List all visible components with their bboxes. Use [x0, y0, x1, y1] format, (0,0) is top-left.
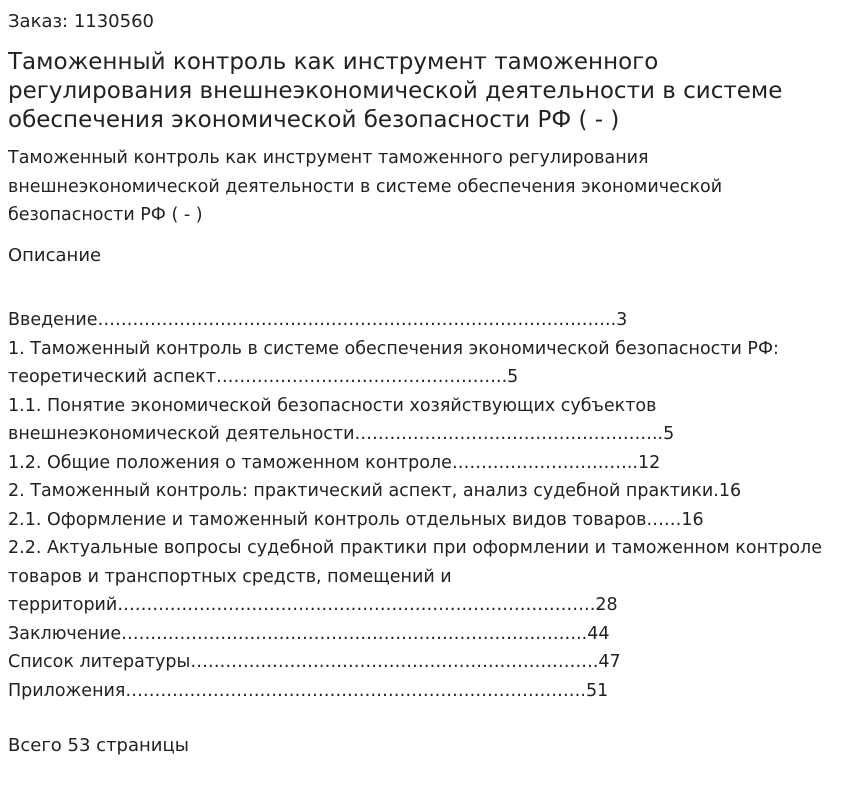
toc-item-chapter-2-2: 2.2. Актуальные вопросы судебной практики при оформлении и таможенном контроле товаров и транспортных средств, помещений и территорий……………………………………………………………………….28 [8, 538, 828, 615]
toc-item-chapter-1: 1. Таможенный контроль в системе обеспечения экономической безопасности РФ: теоретический аспект…………………………………………..5 [8, 338, 785, 387]
toc-item-appendices: Приложения…………………………………………………………………….51 [8, 680, 609, 701]
toc-item-chapter-2-1: 2.1. Оформление и таможенный контроль отдельных видов товаров……16 [8, 509, 704, 530]
toc-item-bibliography: Список литературы…………………………………………………………….47 [8, 652, 621, 672]
toc-item-chapter-1-2: 1.2. Общие положения о таможенном контроле…………………………..12 [8, 452, 661, 473]
toc-item-conclusion: Заключение……………………………………………………………………..44 [8, 623, 610, 644]
page-title: Таможенный контроль как инструмент таможенного регулирования внешнеэкономической деятельности в системе обеспечения экономической безопасности РФ ( - ) [8, 49, 783, 133]
toc-item-chapter-2: 2. Таможенный контроль: практический аспект, анализ судебной практики.16 [8, 481, 742, 501]
page-subtitle: Таможенный контроль как инструмент таможенного регулирования внешнеэкономической деятельности в системе обеспечения экономической безопасности РФ ( - ) [8, 148, 723, 225]
table-of-contents [8, 306, 838, 705]
order-number: Заказ: 1130560 [8, 11, 154, 32]
toc-item-chapter-1-1: 1.1. Понятие экономической безопасности хозяйствующих субъектов внешнеэкономической деятельности……………………………………………..5 [8, 395, 675, 444]
total-pages: Всего 53 страницы [8, 735, 189, 756]
toc-item-introduction: Введение……………………………………………………………………………..3 [8, 310, 628, 330]
description-label: Описание [8, 245, 102, 266]
